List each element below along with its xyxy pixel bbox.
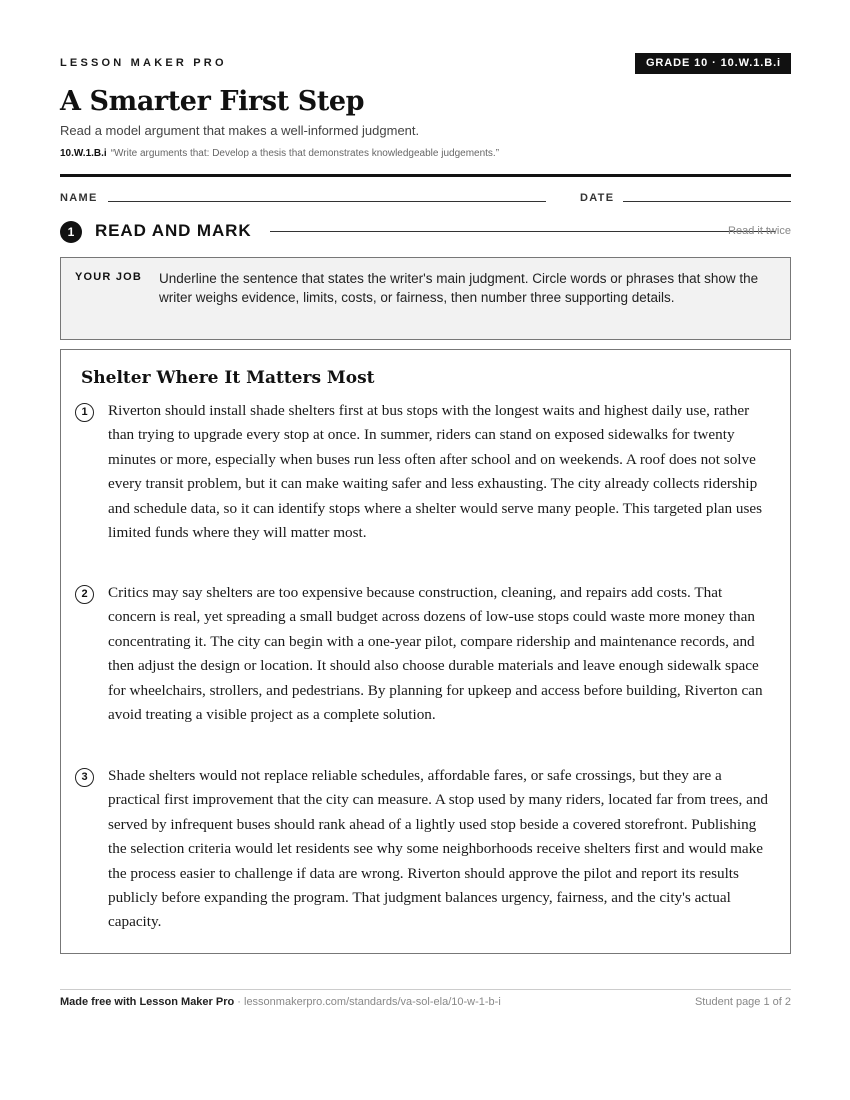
reading-passage <box>60 349 791 954</box>
name-label: NAME <box>60 192 98 204</box>
paragraph-number: 3 <box>75 768 94 787</box>
standard-code: 10.W.1.B.i <box>60 148 107 159</box>
page-subtitle: Read a model argument that makes a well-informed judgment. <box>60 123 420 138</box>
instructions-label: YOUR JOB <box>75 271 143 283</box>
worksheet-page <box>60 0 791 1100</box>
footer-credit <box>60 996 501 1008</box>
passage-title: Shelter Where It Matters Most <box>81 368 375 388</box>
paragraph-text: Riverton should install shade shelters first at bus stops with the longest waits and highest daily use, rather than trying to upgrade every stop at once. In summer, riders can stand on exposed sidewalks for twenty minutes or more, especially when buses run less often after school and on weekends. A roof does not solve every transit problem, but it can make waiting safer and less exhausting. The city already collects ridership and schedule data, so it can identify stops where a shelter would serve many people. This targeted plan uses limited funds where they will matter most. <box>108 402 763 542</box>
footer-divider <box>60 989 791 990</box>
footer-made-with: Made free with Lesson Maker Pro <box>60 996 235 1008</box>
name-field-line[interactable] <box>108 201 546 202</box>
standard-line <box>60 148 499 159</box>
instructions-text: Underline the sentence that states the writer's main judgment. Circle words or phrases that show the writer weighs evidence, limits, costs, or fairness, then number three supporting details. <box>159 271 759 305</box>
section-note: Read it twice <box>728 225 791 237</box>
standard-text: “Write arguments that: Develop a thesis that demonstrates knowledgeable judgements.” <box>110 148 500 159</box>
paragraph-text: Critics may say shelters are too expensive because construction, cleaning, and repairs add costs. That concern is real, yet spreading a small budget across dozens of low-use stops could waste more money than concentrating it. The city can begin with a one-year pilot, compare ridership and maintenance records, and then adjust the design or location. It should also choose durable materials and leave enough sidewalk space for wheelchairs, strollers, and pedestrians. By planning for upkeep and access before building, Riverton can avoid treating a visible project as a complete solution. <box>108 584 763 724</box>
grade-badge: GRADE 10 · 10.W.1.B.i <box>635 53 791 74</box>
footer-page-number: Student page 1 of 2 <box>694 996 791 1008</box>
brand-name: LESSON MAKER PRO <box>60 57 227 69</box>
paragraph-number: 1 <box>75 403 94 422</box>
instructions-box <box>60 257 791 340</box>
header-divider <box>60 174 791 177</box>
date-field-line[interactable] <box>623 201 791 202</box>
section-title: READ AND MARK <box>95 221 252 240</box>
footer-url-link[interactable]: · lessonmakerpro.com/standards/va-sol-ela/10-w-1-b-i <box>234 996 501 1008</box>
paragraph-number: 2 <box>75 585 94 604</box>
section-number-badge: 1 <box>60 221 82 243</box>
section-divider <box>270 231 776 232</box>
paragraph-text: Shade shelters would not replace reliable schedules, affordable fares, or safe crossings, but they are a practical first improvement that the city can measure. A stop used by many riders, located far from trees, and served by infrequent buses should rank ahead of a lightly used stop beside a covered storefront. Publishing the selection criteria would let residents see why some neighborhoods receive shelters first and would make the process easier to challenge if data are wrong. Riverton should approve the pilot and report its results publicly before expanding the program. That judgment balances urgency, fairness, and the city's actual capacity. <box>108 767 769 931</box>
date-label: DATE <box>580 192 615 204</box>
page-title: A Smarter First Step <box>60 86 365 117</box>
